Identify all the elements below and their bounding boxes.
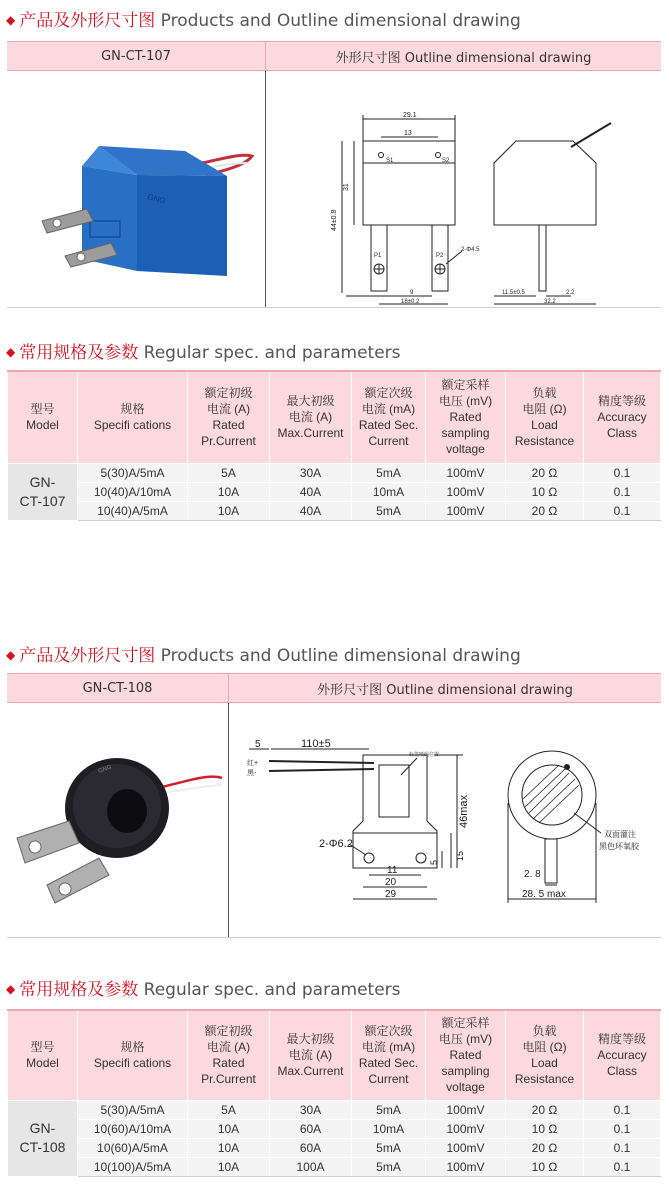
table-cell: 5mA — [352, 1138, 426, 1157]
dim-9: 9 — [410, 290, 414, 296]
header-line: 额定初级 — [204, 386, 253, 401]
model-line: CT-108 — [19, 1139, 66, 1155]
table-cell: 5mA — [352, 1157, 426, 1176]
diamond-bullet-icon: ◆ — [6, 982, 16, 996]
table-cell: 0.1 — [584, 1100, 661, 1119]
table-cell: 100A — [270, 1157, 352, 1176]
dim-hole: 2-Φ4.5 — [461, 247, 480, 253]
dim-31: 31 — [343, 183, 350, 191]
drawing-header: 外形尺寸图 Outline dimensional drawing — [317, 682, 573, 698]
table-cell: 10(60)A/10mA — [78, 1119, 188, 1138]
column-header — [8, 1010, 78, 1100]
spec-table-ct108 — [7, 1009, 661, 1177]
header-line: 电流 (mA) — [361, 1040, 416, 1055]
header-line: 规格 — [120, 402, 145, 417]
table-cell: 10 Ω — [506, 482, 584, 501]
svg-text:GNG: GNG — [97, 764, 113, 775]
table-cell: 0.1 — [584, 1119, 661, 1138]
column-header — [270, 371, 352, 463]
column-header — [188, 1010, 270, 1100]
header-line: 电流 (A) — [206, 1040, 251, 1055]
dim-15: 15 — [455, 850, 465, 861]
table-cell: 40A — [270, 501, 352, 520]
table-row — [8, 1138, 661, 1157]
column-header — [8, 371, 78, 463]
header-line: Current — [368, 434, 409, 449]
table-cell: 20 Ω — [506, 463, 584, 482]
table-cell: 10mA — [352, 482, 426, 501]
table-cell: 5mA — [352, 501, 426, 520]
header-line: 额定次级 — [364, 1024, 413, 1039]
table-cell: 60A — [270, 1119, 352, 1138]
product-photo-ct108 — [7, 703, 229, 937]
table-cell: 10A — [188, 1157, 270, 1176]
section-title-spec1: ◆ 常用规格及参数 Regular spec. and parameters — [6, 343, 401, 363]
table-cell: 30A — [270, 1100, 352, 1119]
table-row — [8, 1157, 661, 1176]
header-line: 型号 — [30, 402, 55, 417]
table-cell: 20 Ω — [506, 1138, 584, 1157]
header-line: Load — [531, 1056, 558, 1071]
table-cell: 10(60)A/5mA — [78, 1138, 188, 1157]
header-line: Pr.Current — [201, 434, 256, 449]
header-line: Rated — [212, 418, 245, 433]
header-line: 电流 (mA) — [361, 402, 416, 417]
dim-5: 5 — [255, 739, 261, 750]
header-line: 额定次级 — [364, 386, 413, 401]
column-header — [426, 1010, 506, 1100]
header-line: 负载 — [532, 1024, 557, 1039]
header-line: Max.Current — [277, 1064, 344, 1079]
header-line: Max.Current — [277, 426, 344, 441]
section-title-2: ◆ 产品及外形尺寸图 Products and Outline dimensional drawing — [6, 646, 521, 666]
header-line: Rated Sec. — [358, 1056, 419, 1071]
label-p1: P1 — [374, 253, 382, 259]
header-line: Resistance — [514, 434, 575, 449]
table-cell: 5(30)A/5mA — [78, 1100, 188, 1119]
product-photo-ct107 — [7, 71, 266, 307]
table-cell: 60A — [270, 1138, 352, 1157]
header-line: 最大初级 — [286, 1032, 335, 1047]
table-row — [8, 482, 661, 501]
header-line: Class — [606, 1064, 637, 1079]
table-cell: 10A — [188, 482, 270, 501]
product-box-ct107 — [7, 41, 661, 308]
header-line: Load — [531, 418, 558, 433]
table-cell: 10 Ω — [506, 1157, 584, 1176]
header-line: Accuracy — [597, 410, 647, 425]
column-header — [188, 371, 270, 463]
table-cell: 100mV — [426, 1138, 506, 1157]
table-cell: 40A — [270, 482, 352, 501]
table-row — [8, 1100, 661, 1119]
header-line: 电流 (A) — [288, 1048, 333, 1063]
dim-11-5: 11.5±0.5 — [502, 290, 525, 296]
dim-5b: 5 — [429, 859, 439, 865]
table-cell: 5mA — [352, 463, 426, 482]
header-line: 额定采样 — [441, 378, 490, 393]
drawing-header: 外形尺寸图 Outline dimensional drawing — [335, 50, 592, 66]
header-line: 额定采样 — [441, 1016, 490, 1031]
table-cell: 100mV — [426, 463, 506, 482]
table-cell: 10(40)A/5mA — [78, 501, 188, 520]
header-line: 负载 — [532, 386, 557, 401]
column-header — [426, 371, 506, 463]
column-header — [506, 371, 584, 463]
table-cell: 10mA — [352, 1119, 426, 1138]
header-line: Rated — [212, 1056, 245, 1071]
product-box-ct108 — [7, 673, 661, 938]
dim-13: 13 — [404, 130, 412, 137]
table-cell: 100mV — [426, 1100, 506, 1119]
header-line: 精度等级 — [597, 394, 646, 409]
table-cell: 0.1 — [584, 1138, 661, 1157]
table-cell: 10(40)A/10mA — [78, 482, 188, 501]
table-cell: 10A — [188, 501, 270, 520]
table-cell: 0.1 — [584, 501, 661, 520]
header-line: sampling — [441, 1064, 490, 1079]
table-cell: 5mA — [352, 1100, 426, 1119]
table-row — [8, 501, 661, 520]
column-header — [584, 371, 661, 463]
dim-29: 29 — [385, 889, 397, 900]
section-title-1: ◆ 产品及外形尺寸图 Products and Outline dimensional drawing — [6, 11, 521, 31]
header-line: Rated — [449, 1048, 482, 1063]
table-cell: 20 Ω — [506, 1100, 584, 1119]
table-cell: 10A — [188, 1119, 270, 1138]
header-line: Rated — [449, 410, 482, 425]
label-red: 红+ — [247, 760, 259, 767]
dim-2-8: 2. 8 — [524, 869, 541, 880]
diamond-bullet-icon: ◆ — [6, 345, 16, 359]
note-epoxy: 黑色环氧胶 — [599, 842, 639, 851]
header-line: 电流 (A) — [288, 410, 333, 425]
table-cell: 100mV — [426, 1119, 506, 1138]
header-line: 电压 (mV) — [438, 1032, 493, 1047]
outline-drawing-ct108 — [229, 703, 661, 937]
header-line: 电压 (mV) — [438, 394, 493, 409]
dim-110: 110±5 — [301, 738, 331, 750]
dim-32-2: 32.2 — [544, 299, 556, 305]
diamond-bullet-icon: ◆ — [6, 648, 16, 662]
spec-table-ct107 — [7, 370, 661, 521]
header-line: Model — [26, 1056, 59, 1071]
label-s1: S1 — [386, 158, 394, 164]
table-cell: 10A — [188, 1138, 270, 1157]
model-line: GN- — [29, 1120, 56, 1136]
header-line: Accuracy — [597, 1048, 647, 1063]
header-line: 电阻 (Ω) — [522, 402, 567, 417]
dim-44: 44±0.8 — [331, 209, 338, 231]
model-cell — [8, 1100, 78, 1176]
table-cell: 100mV — [426, 501, 506, 520]
header-line: voltage — [446, 1080, 485, 1095]
table-cell: 0.1 — [584, 1157, 661, 1176]
column-header — [352, 371, 426, 463]
column-header — [584, 1010, 661, 1100]
column-header — [78, 1010, 188, 1100]
label-position-note: 标签喷码位置 — [409, 752, 440, 758]
dim-2-2: 2.2 — [566, 290, 575, 296]
header-line: 电阻 (Ω) — [522, 1040, 567, 1055]
header-line: 电流 (A) — [206, 402, 251, 417]
diamond-bullet-icon: ◆ — [6, 13, 16, 27]
model-cell — [8, 463, 78, 520]
header-line: Rated Sec. — [358, 418, 419, 433]
table-cell: 100mV — [426, 1157, 506, 1176]
dim-46max: 46max — [458, 794, 470, 828]
label-p2: P2 — [436, 253, 444, 259]
product-header — [7, 673, 661, 703]
header-line: 最大初级 — [286, 394, 335, 409]
header-line: Resistance — [514, 1072, 575, 1087]
model-line: GN- — [29, 473, 56, 490]
label-black: 黑- — [247, 770, 257, 777]
header-line: 精度等级 — [597, 1032, 646, 1047]
header-line: Class — [606, 426, 637, 441]
column-header — [352, 1010, 426, 1100]
dim-28-5max: 28. 5 max — [522, 889, 566, 900]
product-header — [7, 41, 661, 71]
dim-hole-6-2: 2-Φ6.2 — [319, 838, 353, 850]
column-header — [78, 371, 188, 463]
table-cell: 0.1 — [584, 482, 661, 501]
column-header — [270, 1010, 352, 1100]
table-cell: 30A — [270, 463, 352, 482]
model-line: CT-107 — [19, 492, 66, 509]
dim-11: 11 — [387, 865, 398, 876]
table-cell: 5(30)A/5mA — [78, 463, 188, 482]
note-potting: 双面灌注 — [604, 830, 636, 839]
header-line: 规格 — [120, 1040, 145, 1055]
svg-text:GNG: GNG — [146, 192, 167, 206]
dim-20: 20 — [385, 877, 397, 888]
label-s2: S2 — [442, 158, 450, 164]
model-name: GN-CT-107 — [7, 42, 266, 70]
header-line: Specifi cations — [93, 418, 172, 433]
header-line: Specifi cations — [93, 1056, 172, 1071]
model-name: GN-CT-108 — [7, 674, 229, 702]
outline-drawing-ct107 — [266, 71, 661, 307]
header-line: 额定初级 — [204, 1024, 253, 1039]
header-line: sampling — [441, 426, 490, 441]
table-row — [8, 463, 661, 482]
header-line: voltage — [446, 442, 485, 457]
table-cell: 10 Ω — [506, 1119, 584, 1138]
table-cell: 0.1 — [584, 463, 661, 482]
table-cell: 100mV — [426, 482, 506, 501]
table-cell: 20 Ω — [506, 501, 584, 520]
table-cell: 5A — [188, 463, 270, 482]
table-cell: 10(100)A/5mA — [78, 1157, 188, 1176]
header-line: 型号 — [30, 1040, 55, 1055]
table-row — [8, 1119, 661, 1138]
header-line: Pr.Current — [201, 1072, 256, 1087]
header-line: Current — [368, 1072, 409, 1087]
dim-29-1: 29.1 — [403, 112, 417, 119]
dim-18: 18±0.2 — [401, 299, 420, 305]
table-cell: 5A — [188, 1100, 270, 1119]
header-line: Model — [26, 418, 59, 433]
section-title-spec2: ◆ 常用规格及参数 Regular spec. and parameters — [6, 980, 401, 1000]
column-header — [506, 1010, 584, 1100]
